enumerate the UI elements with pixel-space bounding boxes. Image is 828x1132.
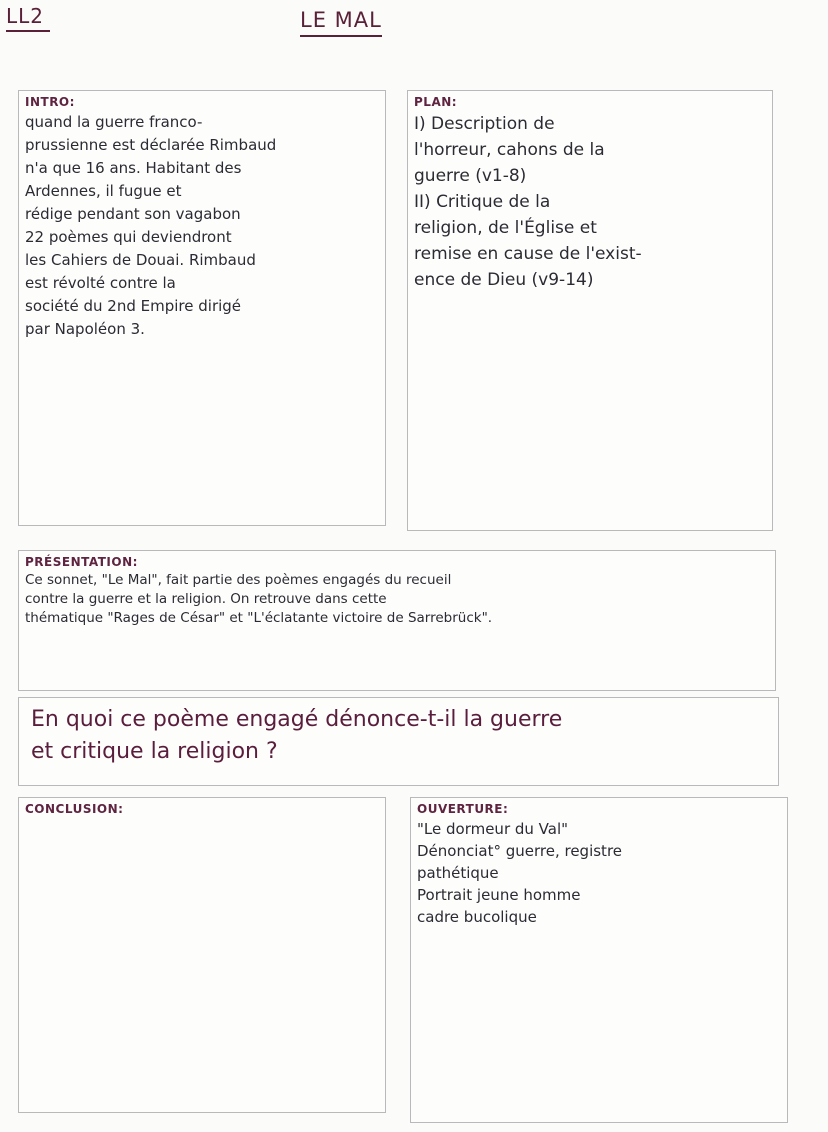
plan-section [407, 90, 773, 531]
problematic-section [18, 697, 779, 786]
class-label: LL2 [6, 4, 50, 32]
intro-section [18, 90, 386, 526]
intro-label: INTRO: [25, 95, 75, 109]
presentation-section [18, 550, 776, 691]
plan-label: PLAN: [414, 95, 458, 109]
ouverture-label: OUVERTURE: [417, 802, 509, 816]
plan-text: I) Description de l'horreur, cahons de la guerre (v1-8) II) Critique de la religion, de l'Église et remise en cause de l'exist- ence de Dieu (v9-14) [414, 114, 642, 290]
page-title: LE MAL [300, 8, 382, 37]
presentation-label: PRÉSENTATION: [25, 555, 138, 569]
presentation-text: Ce sonnet, "Le Mal", fait partie des poèmes engagés du recueil contre la guerre et la religion. On retrouve dans cette thématique "Rages de César" et "L'éclatante victoire de Sarrebrück". [25, 572, 493, 626]
conclusion-label: CONCLUSION: [25, 802, 124, 816]
intro-text: quand la guerre franco- prussienne est déclarée Rimbaud n'a que 16 ans. Habitant des Ardennes, il fugue et rédige pendant son vagabon 22 poèmes qui deviendront les Cahiers de Douai. Rimbaud est révolté contre la société du 2nd Empire dirigé par Napoléon 3. [25, 113, 277, 338]
conclusion-section [18, 797, 386, 1113]
ouverture-section [410, 797, 788, 1123]
problematic-text: En quoi ce poème engagé dénonce-t-il la guerre et critique la religion ? [31, 707, 563, 764]
ouverture-text: "Le dormeur du Val" Dénonciat° guerre, registre pathétique Portrait jeune homme cadre bucolique [417, 820, 623, 926]
